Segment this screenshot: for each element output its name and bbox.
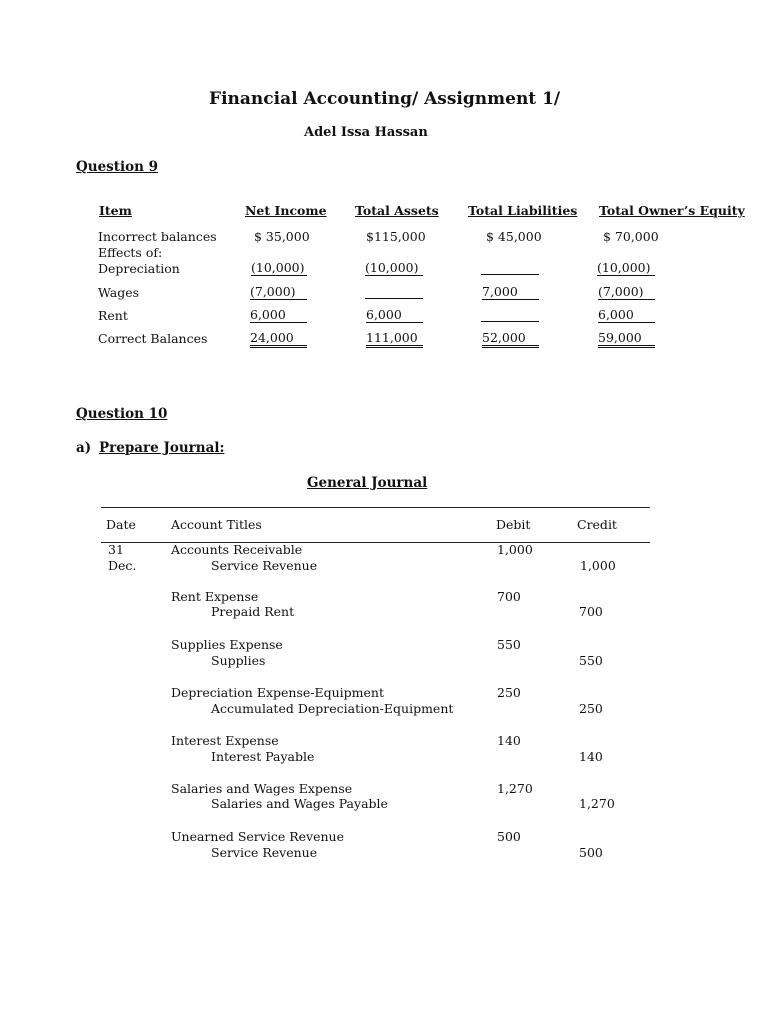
question-9-heading: Question 9 bbox=[76, 159, 159, 175]
journal-debit-account: Rent Expense bbox=[171, 589, 259, 604]
cell-value: 7,000 bbox=[482, 285, 539, 300]
cell-value-total: 52,000 bbox=[482, 331, 539, 348]
journal-credit-amount: 250 bbox=[579, 701, 603, 716]
journal-col-credit: Credit bbox=[577, 517, 617, 532]
row-label-depreciation: Depreciation bbox=[98, 261, 180, 276]
cell-value: (7,000) bbox=[250, 285, 307, 300]
cell-value: 6,000 bbox=[366, 308, 423, 323]
cell-value: 6,000 bbox=[250, 308, 307, 323]
question-10-heading: Question 10 bbox=[76, 406, 168, 422]
journal-debit-amount: 140 bbox=[497, 733, 521, 748]
journal-credit-account: Interest Payable bbox=[211, 749, 315, 764]
journal-credit-amount: 700 bbox=[579, 604, 603, 619]
journal-col-debit: Debit bbox=[496, 517, 531, 532]
journal-credit-amount: 1,000 bbox=[580, 558, 616, 573]
journal-debit-account: Unearned Service Revenue bbox=[171, 829, 344, 844]
journal-credit-amount: 500 bbox=[579, 845, 603, 860]
journal-debit-account: Supplies Expense bbox=[171, 637, 283, 652]
col-net-income: Net Income bbox=[245, 203, 327, 218]
author-name: Adel Issa Hassan bbox=[304, 125, 428, 140]
journal-debit-account: Interest Expense bbox=[171, 733, 279, 748]
journal-credit-account: Prepaid Rent bbox=[211, 604, 295, 619]
journal-credit-account: Supplies bbox=[211, 653, 266, 668]
cell-value-total: 111,000 bbox=[366, 331, 423, 348]
cell-value: (10,000) bbox=[597, 261, 655, 276]
journal-debit-account: Salaries and Wages Expense bbox=[171, 781, 353, 796]
journal-debit-amount: 1,000 bbox=[497, 542, 533, 557]
journal-credit-amount: 550 bbox=[579, 653, 603, 668]
journal-debit-amount: 700 bbox=[497, 589, 521, 604]
journal-top-rule bbox=[101, 507, 650, 508]
journal-debit-account: Accounts Receivable bbox=[171, 542, 303, 557]
cell-value: 6,000 bbox=[598, 308, 655, 323]
cell-value-total: 24,000 bbox=[250, 331, 307, 348]
col-total-liabilities: Total Liabilities bbox=[468, 203, 578, 218]
journal-col-date: Date bbox=[106, 517, 136, 532]
row-label-correct-balances: Correct Balances bbox=[98, 331, 208, 346]
journal-debit-amount: 500 bbox=[497, 829, 521, 844]
cell-value-total: 59,000 bbox=[598, 331, 655, 348]
col-item: Item bbox=[99, 203, 132, 218]
blank-underline bbox=[481, 274, 539, 275]
row-label-wages: Wages bbox=[98, 285, 140, 300]
blank-underline bbox=[481, 321, 539, 322]
journal-credit-account: Accumulated Depreciation-Equipment bbox=[211, 701, 454, 716]
journal-col-account-titles: Account Titles bbox=[171, 517, 262, 532]
journal-credit-account: Service Revenue bbox=[211, 558, 318, 573]
general-journal-title: General Journal bbox=[307, 475, 428, 491]
cell-value: (10,000) bbox=[365, 261, 423, 276]
journal-credit-amount: 140 bbox=[579, 749, 603, 764]
journal-date-month: Dec. bbox=[108, 558, 137, 573]
cell-value: (10,000) bbox=[251, 261, 307, 276]
part-a-marker: a) bbox=[76, 440, 92, 456]
row-label-rent: Rent bbox=[98, 308, 128, 323]
journal-debit-amount: 250 bbox=[497, 685, 521, 700]
cell-value: (7,000) bbox=[598, 285, 655, 300]
row-label-effects-of: Effects of: bbox=[98, 245, 163, 260]
journal-date-day: 31 bbox=[108, 542, 124, 557]
journal-credit-amount: 1,270 bbox=[579, 796, 615, 811]
cell-value: $ 45,000 bbox=[486, 229, 542, 244]
journal-credit-account: Salaries and Wages Payable bbox=[211, 796, 388, 811]
document-title: Financial Accounting/ Assignment 1/ bbox=[209, 89, 561, 109]
cell-value: $115,000 bbox=[366, 229, 426, 244]
journal-debit-account: Depreciation Expense-Equipment bbox=[171, 685, 384, 700]
part-a-label: Prepare Journal: bbox=[99, 440, 225, 456]
col-total-assets: Total Assets bbox=[355, 203, 439, 218]
journal-credit-account: Service Revenue bbox=[211, 845, 318, 860]
cell-value: $ 70,000 bbox=[603, 229, 659, 244]
blank-underline bbox=[365, 298, 423, 299]
cell-value: $ 35,000 bbox=[254, 229, 310, 244]
col-total-owners-equity: Total Owner’s Equity bbox=[599, 203, 745, 218]
journal-debit-amount: 550 bbox=[497, 637, 521, 652]
journal-debit-amount: 1,270 bbox=[497, 781, 533, 796]
row-label-incorrect-balances: Incorrect balances bbox=[98, 229, 217, 244]
